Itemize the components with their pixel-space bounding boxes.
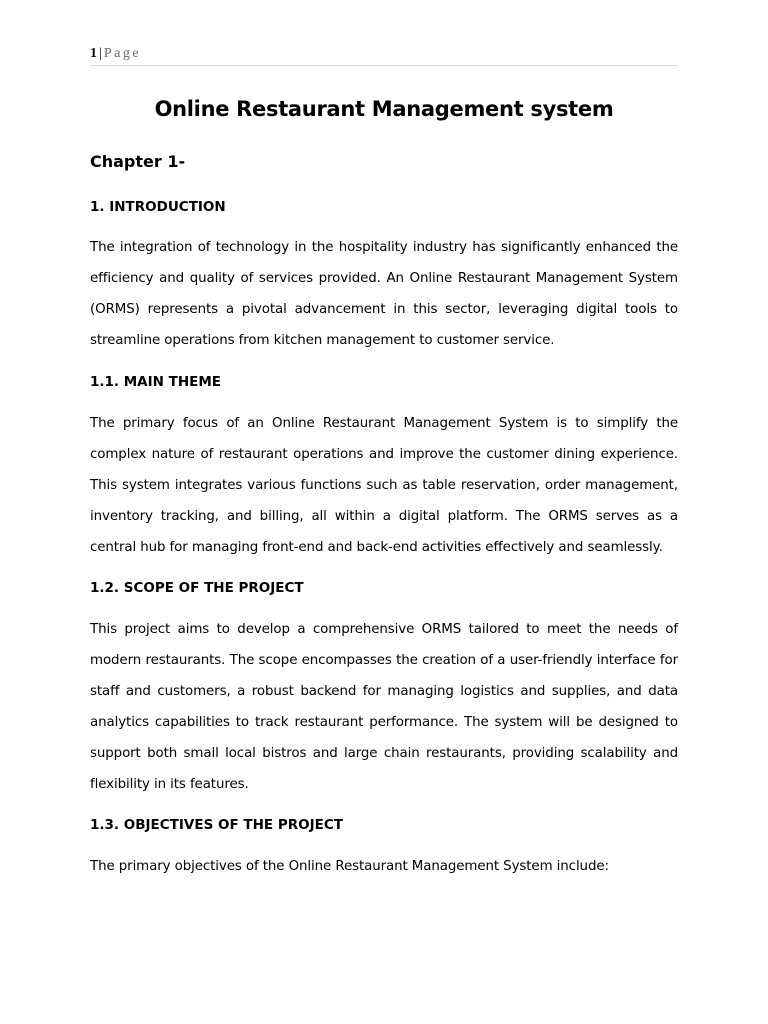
section-body-scope: This project aims to develop a comprehensive ORMS tailored to meet the needs of modern restaurants. The scope encompasses the creation of a user-friendly interface for staff and customers, a robust backend for managing logistics and supplies, and data analytics capabilities to track restaurant performance. The system will be designed to support both small local bistros and large chain restaurants, providing scalability and flexibility in its features. [90,622,678,792]
section-heading-introduction: 1. INTRODUCTION [90,199,226,215]
page-header [90,45,678,66]
header-separator: | [99,46,102,61]
section-heading-main-theme: 1.1. MAIN THEME [90,374,222,390]
page-label: Page [103,46,142,61]
section-body-objectives: The primary objectives of the Online Restaurant Management System include: [90,859,609,874]
section-heading-objectives: 1.3. OBJECTIVES OF THE PROJECT [90,817,343,833]
section-body-main-theme: The primary focus of an Online Restaurant Management System is to simplify the complex nature of restaurant operations and improve the customer dining experience. This system integrates various functions such as table reservation, order management, inventory tracking, and billing, all within a digital platform. The ORMS serves as a central hub for managing front-end and back-end activities effectively and seamlessly. [90,416,678,555]
page-number: 1 [90,46,97,61]
document-title: Online Restaurant Management system [154,97,614,121]
section-body-introduction: The integration of technology in the hospitality industry has significantly enhanced the efficiency and quality of services provided. An Online Restaurant Management System (ORMS) represents a pivotal advancement in this sector, leveraging digital tools to streamline operations from kitchen management to customer service. [90,240,678,348]
chapter-heading: Chapter 1- [90,152,186,171]
section-heading-scope: 1.2. SCOPE OF THE PROJECT [90,580,304,596]
